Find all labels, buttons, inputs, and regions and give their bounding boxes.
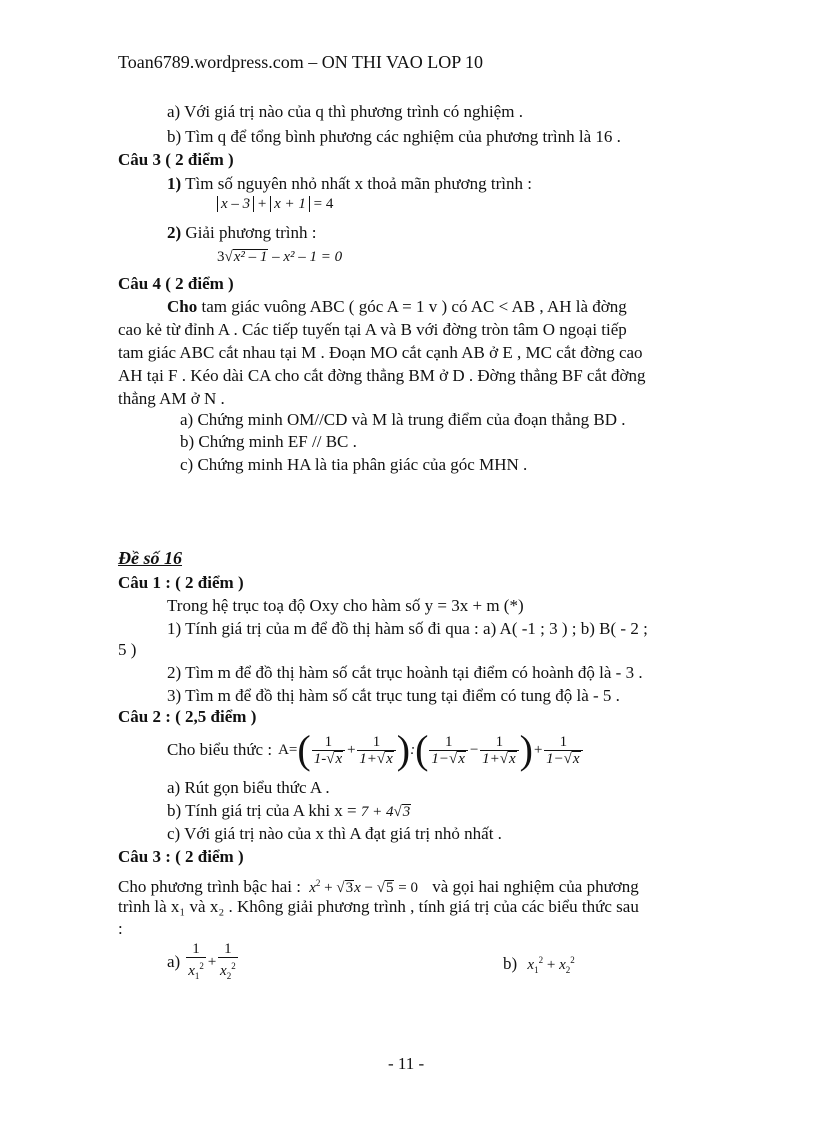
- eq2-rest: – x² – 1 = 0: [272, 249, 343, 265]
- frac-4: $\frac{1}{1+√x}$: [480, 734, 519, 767]
- de16-cau2-title: Câu 2 : ( 2,5 điểm ): [118, 707, 257, 726]
- page-header: Toan6789.wordpress.com – ON THI VAO LOP 10: [118, 52, 484, 72]
- de16-cau1-line2b: 5 ): [118, 640, 137, 659]
- cau4-line-2: cao kẻ từ đỉnh A . Các tiếp tuyến tại A và B với đờng tròn tâm O ngoại tiếp: [118, 320, 627, 339]
- cau4-line-1-text: tam giác vuông ABC ( góc A = 1 v ) có AC < AB , AH là đờng: [201, 297, 627, 316]
- cau3-part2: [167, 223, 316, 243]
- cau4-line-3: tam giác ABC cắt nhau tại M . Đoạn MO cắt cạnh AB ở E , MC cắt đờng cao: [118, 343, 643, 362]
- abs-x-plus-1: x + 1: [270, 196, 310, 212]
- cau3-line1-pre: Cho phương trình bậc hai :: [118, 877, 301, 896]
- frac-2: $\frac{1}{1+√x}$: [357, 734, 396, 767]
- cau4-c: c) Chứng minh HA là tia phân giác của góc MHN .: [180, 455, 528, 474]
- cau3-part1: [167, 174, 532, 194]
- eq2-radicand: x² – 1: [233, 249, 268, 265]
- item-b: b) Tìm q để tổng bình phương các nghiệm của phương trình là 16 .: [167, 127, 621, 146]
- de16-cau1-title: Câu 1 : ( 2 điểm ): [118, 573, 244, 592]
- abs-x-minus-3: x – 3: [217, 196, 254, 212]
- frac-1: $\frac{1}{1-√x}$: [312, 734, 345, 767]
- cau3-line1-post: và gọi hai nghiệm của phương: [432, 877, 639, 896]
- de16-cau2-c: c) Với giá trị nào của x thì A đạt giá trị nhỏ nhất .: [167, 824, 502, 843]
- quadratic-equation: $x^2 + √3x - √5 = 0$: [309, 878, 418, 896]
- equation-2: 3√x² – 1 – x² – 1 = 0: [217, 249, 343, 265]
- cau4-title: Câu 4 ( 2 điểm ): [118, 274, 234, 293]
- de16-cau2-a: a) Rút gọn biểu thức A .: [167, 778, 330, 797]
- cau3-a-label: a): [167, 952, 181, 971]
- de16-cau1-line2: 1) Tính giá trị của m để đồ thị hàm số đi qua : a) A( -1 ; 3 ) ; b) B( - 2 ;: [167, 619, 648, 638]
- item-a: a) Với giá trị nào của q thì phương trình có nghiệm .: [167, 102, 523, 121]
- expression-A: Cho biểu thức : A= ( $\frac{1}{1-√x}$ + $\frac{1}{1+√x}$ ) : ( $\frac{1}{1-√x}$ − $\frac{1}{1+√x}$ ) + $\frac{1}{1-√x}$: [167, 728, 584, 772]
- cau2-b-value: 7 + 4√3: [360, 804, 411, 820]
- eq1-rhs: = 4: [313, 196, 334, 212]
- part1-number: 1): [167, 174, 182, 193]
- de16-cau3-line1: [118, 873, 639, 898]
- expr-A-symbol: A=: [278, 742, 298, 758]
- de16-title: Đề số 16: [118, 548, 182, 568]
- cau2-b-text: b) Tính giá trị của A khi x =: [167, 801, 357, 820]
- page-number: - 11 -: [388, 1054, 425, 1073]
- cau3-expr-a: a) $\frac{1}{x_1^2}$ + $\frac{1}{x_2^2}$: [167, 942, 239, 982]
- cau3-title: Câu 3 ( 2 điểm ): [118, 150, 234, 169]
- de16-cau1-line1: Trong hệ trục toạ độ Oxy cho hàm số y = 3x + m (*): [167, 596, 524, 615]
- part1-text: Tìm số nguyên nhỏ nhất x thoả mãn phương trình :: [185, 174, 532, 193]
- cau4-lead: Cho: [167, 297, 198, 316]
- frac-3: $\frac{1}{1-√x}$: [429, 734, 468, 767]
- de16-cau1-line4: 3) Tìm m để đồ thị hàm số cắt trục tung tại điểm có tung độ là - 5 .: [167, 686, 620, 705]
- part2-text: Giải phương trình :: [185, 223, 317, 242]
- cau3-b-label: b): [503, 954, 518, 973]
- expression-label: Cho biểu thức :: [167, 740, 273, 759]
- de16-cau1-line3: 2) Tìm m để đồ thị hàm số cắt trục hoành tại điểm có hoành độ là - 3 .: [167, 663, 643, 682]
- de16-cau3-line2: trình là x₁ và x₂ . Không giải phương trình , tính giá trị của các biểu thức sau: [118, 897, 639, 916]
- cau4-b: b) Chứng minh EF // BC .: [180, 432, 357, 451]
- cau4-line-1: [167, 297, 697, 317]
- equation-1: x – 3 + x + 1 = 4: [217, 194, 333, 214]
- frac-1-over-x2sq: $\frac{1}{x_2^2}$: [220, 940, 236, 981]
- part2-number: 2): [167, 223, 182, 242]
- de16-cau3-line3: :: [118, 919, 123, 938]
- sum-of-squares: $x_1^2 + x_2^2$: [527, 955, 575, 975]
- de16-cau2-b: [167, 801, 411, 822]
- de16-cau3-title: Câu 3 : ( 2 điểm ): [118, 847, 244, 866]
- frac-1-over-x1sq: $\frac{1}{x_1^2}$: [188, 940, 204, 981]
- frac-5: $\frac{1}{1-√x}$: [544, 734, 583, 767]
- cau4-line-4: AH tại F . Kéo dài CA cho cắt đờng thẳng BM ở D . Đờng thẳng BF cắt đờng: [118, 366, 646, 385]
- cau4-line-5: thẳng AM ở N .: [118, 389, 225, 408]
- cau4-a: a) Chứng minh OM//CD và M là trung điểm của đoạn thẳng BD .: [180, 410, 626, 429]
- cau3-expr-b: [503, 950, 575, 980]
- eq2-coef: 3: [217, 249, 225, 265]
